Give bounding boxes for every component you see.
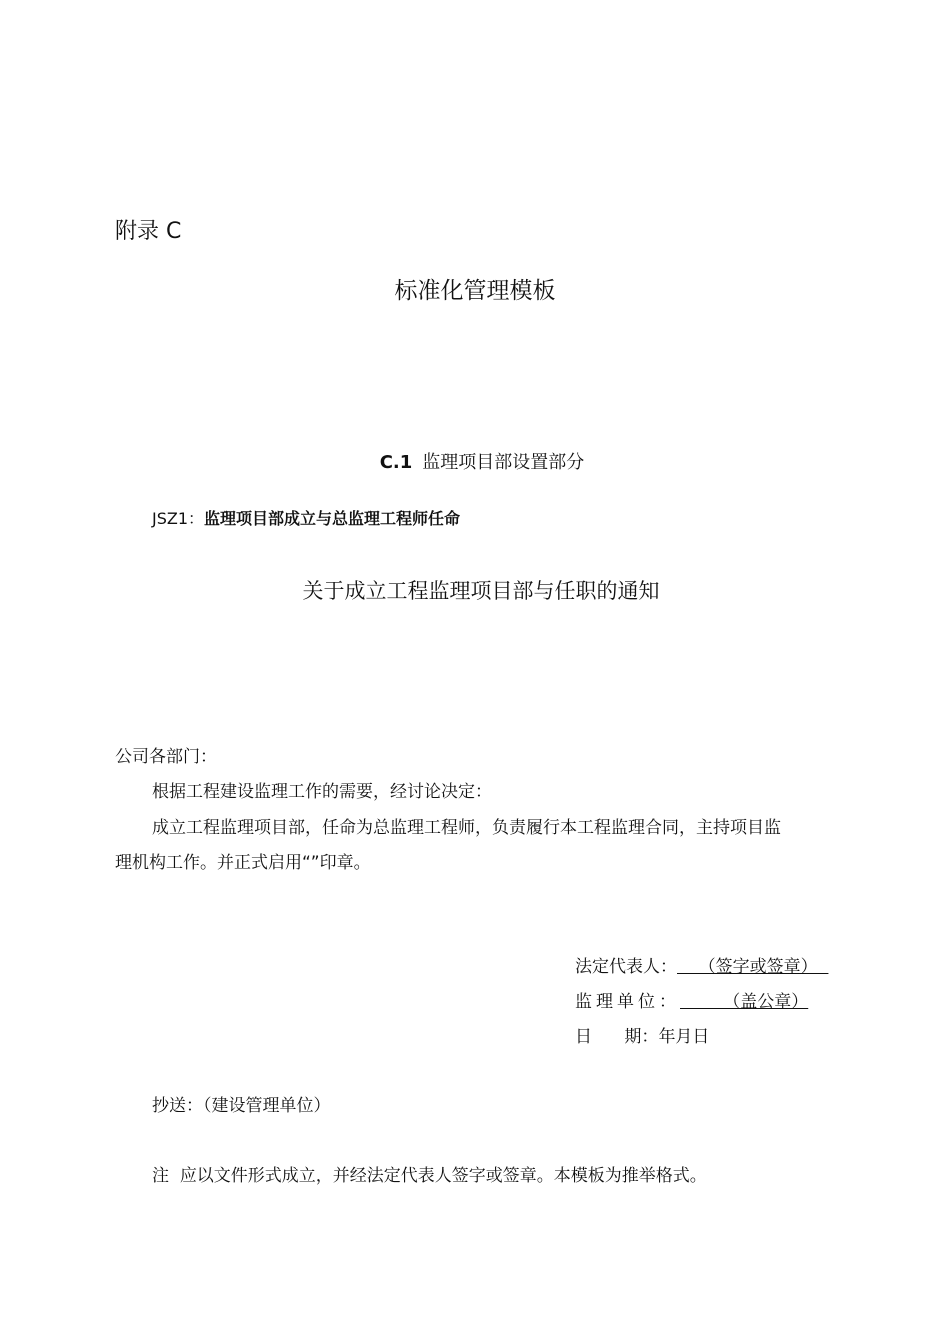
unit-label: 监理单位： [575,992,680,1012]
unit-field: （盖公章） [680,992,809,1012]
date-value: 年月日 [658,1027,710,1047]
form-code: JSZ1： [152,509,205,528]
notice-title: 关于成立工程监理项目部与任职的通知 [302,579,660,603]
note-line [152,1161,707,1186]
cc-line [152,1091,331,1116]
signature-date [575,1022,709,1047]
section-title: 监理项目部设置部分 [422,452,585,473]
section-heading [0,448,950,474]
note-text: 应以文件形式成立，并经法定代表人签字或签章。本模板为推举格式。 [179,1166,707,1186]
signature-legal-rep [575,952,828,977]
cc-label: 抄送： [152,1096,203,1116]
signature-unit [575,987,808,1012]
body-paragraph-2-line-2: 理机构工作。并正式启用“”印章。 [115,853,371,873]
legal-rep-label: 法定代表人： [575,957,677,977]
legal-rep-field: （签字或签章） [677,957,829,977]
date-label: 日 期： [575,1027,659,1047]
note-label: 注 [152,1166,169,1186]
body-paragraph-2-line-1: 成立工程监理项目部，任命为总监理工程师，负责履行本工程监理合同，主持项目监 [152,818,781,838]
appendix-heading: 附录 C [115,219,182,244]
form-name: 监理项目部成立与总监理工程师任命 [204,509,461,528]
form-code-line [152,506,460,529]
cc-value: （建设管理单位） [203,1096,331,1116]
salutation: 公司各部门： [115,747,217,767]
body-paragraph-1: 根据工程建设监理工作的需要，经讨论决定： [152,782,492,802]
main-title: 标准化管理模板 [394,278,556,304]
section-number: C.1 [379,452,413,473]
